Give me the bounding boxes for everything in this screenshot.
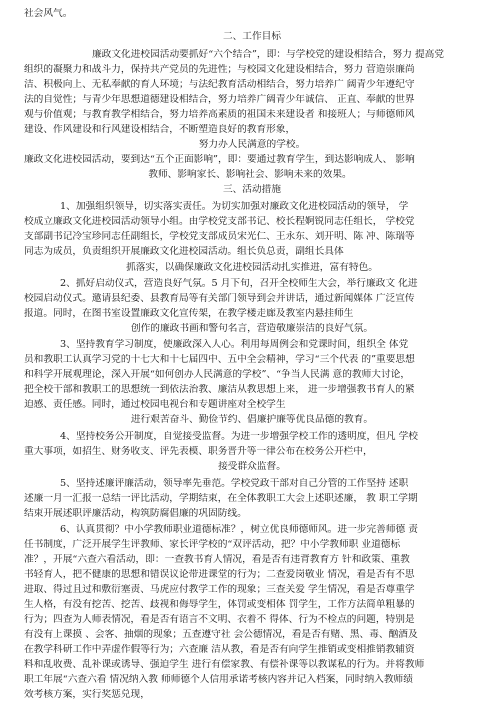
text-line: 进行艰苦奋斗、勤俭节约、倡廉护廉等优良品德的教育。 <box>130 414 374 425</box>
text-line: 任书制度，广泛开展学生评教师、家长评学校的“双评活动，把？中小学教师职 业道德标 <box>24 539 401 550</box>
text-line: 廉政文化进校园活动，要到达“五个正面影响”，即：要通过教育学生，到达影响成人、 影响 <box>24 154 415 165</box>
text-line: 校园启动仪式。邀请县纪委、县教育局等有关部门领导到会并讲话，通过新闻媒体 广泛宣传 <box>24 293 415 304</box>
text-line: 3、坚持教育学习制度，使廉政深入人心。利用每周例会和党课时间，组织全 体党 <box>60 339 409 350</box>
text-line: 行为；四查为人师表情况，看是否有语言不文明、衣着不 得体、行为不检点的问题，特别是 <box>24 614 415 625</box>
section-heading: 三、活动措施 <box>222 184 282 195</box>
text-line: 有没有上课摸 、会客、抽烟的现象；五查遵守社 会公德情况，看是否有赌、黑、毒、酗酒及 <box>24 629 418 640</box>
text-line: 努力办人民满意的学校。 <box>198 139 306 150</box>
text-line: 书轻育人，把不健康的思想和错误议论带进课堂的行为；二查爱岗敬业 情况，看是否有不思 <box>24 569 415 580</box>
text-line: 职工年展“六查六看 情况纳入教 师师德个人信用承诺考核内容并记入档案，同时纳入教师绩 <box>24 674 413 685</box>
text-line: 员和教职工认真学习党的十七大和十七届四中、五中全会精神，学习“三个代表 的”重要思想 <box>24 354 415 365</box>
text-line: 教师、影响家长、影响社会、影响未来的效果。 <box>148 169 352 180</box>
text-line: 1、加强组织领导，切实落实责任。为切实加强对廉政文化进校园活动的领导， 学 <box>60 201 409 212</box>
text-line: 支部副书记冷宝珍同志任副组长，学校党支部成员宋光仁、王永东、刘开明、陈 冲、陈瑞等 <box>24 231 415 242</box>
text-line: 和科学开展观理论，深入开展“如何创办人民满意的学校”、“争当人民满 意的教师大讨论， <box>24 369 411 380</box>
text-line: 接受群众监督。 <box>218 461 286 472</box>
text-line: 组织的凝聚力和战斗力，保持共产党员的先进性；与校园文化建设相结合，努力 营造崇廉尚 <box>24 64 415 75</box>
text-line: 报道。同时，在图书室设置廉政文化宣传架，在教学楼走廊及教室内悬挂师生 <box>24 308 354 319</box>
text-line: 同志为成员，负责组织开展廉政文化进校园活动。组长负总责，副组长具体 <box>24 246 344 257</box>
text-line: 观与价值观；与教育教学相结合，努力培养高素质的祖国未来建设者 和接班人；与师德师风 <box>24 109 415 120</box>
text-line: 生人格，有没有挖苦、挖苦、歧视和侮辱学生，体罚或变相体 罚学生，工作方法简单粗暴的 <box>24 599 415 610</box>
text-line: 校成立廉政文化进校园活动领导小组。由学校党支部书记、校长程婀锐同志任组长， 学校党 <box>24 216 415 227</box>
text-line: 准？，开展“六查六看活动，即：一查教书育人情况，看是否有违背教育方 针和政策、重教 <box>24 554 410 565</box>
text-line: 法的自觉性；与青少年思想道德建设相结合，努力培养广阔青少年诚信、 正直、奉献的世界 <box>24 94 415 105</box>
text-line: 建设、作风建设和行风建设相结合，不断塑造良好的教育形象， <box>24 124 296 135</box>
text-line: 进取、得过且过和敷衍塞责、马虎应付教学工作的现象；三查关爱 学生情况，看是否尊重学 <box>24 584 415 595</box>
section-heading: 二、工作目标 <box>222 31 282 42</box>
text-line: 廉政文化进校园活动要抓好“六个结合”，即：与学校党的建设相结合，努力 提高党 <box>92 49 445 60</box>
text-line: 效考核方案，实行奖惩兑现， <box>24 689 150 700</box>
text-line: 5、坚持述廉评廉活动，领导率先垂范。学校党政干部对自己分管的工作坚持 述职 <box>60 478 409 489</box>
text-line: 述廉一月一汇报一总结一评比活动，学期结束，在全体教职工大会上述职述廉， 教 职工学期 <box>24 493 418 504</box>
text-line: 2、抓好启动仪式，营造良好气氛。5 月下旬，召开全校师生大会，举行廉政文 化进 <box>60 278 418 289</box>
text-line: 结束开展述职评廉活动，构筑防腐倡廉的巩固防线。 <box>24 508 247 519</box>
text-line: 迫感、责任感。同时，通过校园电视台和专题讲座对全校学生 <box>24 399 286 410</box>
text-line: 料和乱收费、乱补课或诱导、强迫学生 进行有偿家教、有偿补课等以教谋私的行为。并将教师 <box>24 659 425 670</box>
text-line: 创作的廉政书画和警句名言，营造敬廉崇洁的良好气氛。 <box>130 323 374 334</box>
text-line: 把全校干部和教职工的思想统一到依法治教、廉洁从教思想上来， 进一步增强教书育人的紧 <box>24 384 415 395</box>
text-line: 在教学科研工作中弄虚作假等行为；六查廉 洁从教，看是否有向学生推销或变相推销教辅资 <box>24 644 415 655</box>
text-line: 洁、积极向上、无私奉献的育人环境；与法纪教育活动相结合，努力培养广 阔青少年遵纪守 <box>24 79 415 90</box>
text-line: 抓落实，以确保廉政文化进校园活动扎实推进，富有特色。 <box>126 262 378 273</box>
text-line: 6、认真贯彻？中小学教师职业道德标准？，树立优良师德师风。进一步完善师德 责 <box>60 524 418 535</box>
text-line: 社会风气。 <box>24 8 73 19</box>
text-line: 4、坚持校务公开制度，自觉接受监督。为进一步增强学校工作的透明度，但凡 学校 <box>60 431 418 442</box>
text-line: 重大事项，如招生、财务收支、评先表模、职务晋升等一律公布在校务公开栏中， <box>24 446 373 457</box>
